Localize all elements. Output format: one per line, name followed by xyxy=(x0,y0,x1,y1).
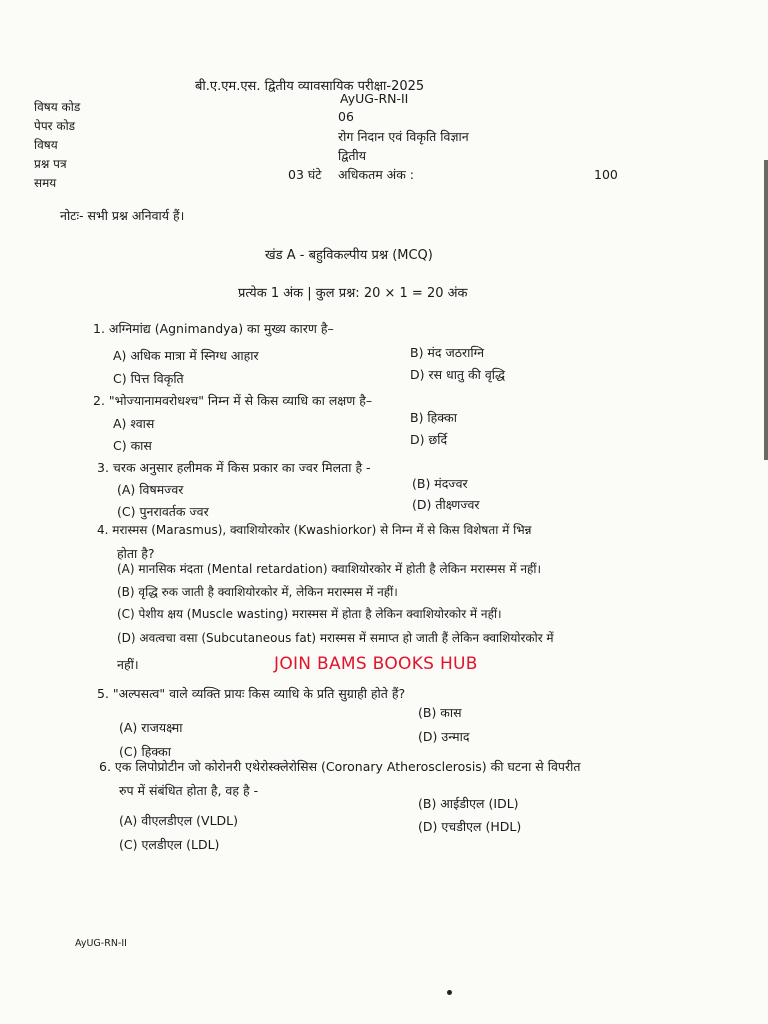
q5-option-b: (B) कास xyxy=(418,705,462,720)
label-time: समय xyxy=(34,176,57,190)
q4-option-a: (A) मानसिक मंदता (Mental retardation) क्वाशियोरकोर में होती है लेकिन मरास्मस में नहीं। xyxy=(117,562,542,576)
q3-option-c: (C) पुनरावर्तक ज्वर xyxy=(117,504,209,519)
q2-option-b: B) हिक्का xyxy=(410,410,457,425)
question-4-line2: होता है? xyxy=(117,546,155,561)
exam-title: बी.ए.एम.एस. द्वितीय व्यावसायिक परीक्षा-2025 xyxy=(195,79,425,94)
q5-option-a: (A) राजयक्ष्मा xyxy=(119,720,183,735)
q6-option-c: (C) एलडीएल (LDL) xyxy=(119,837,220,852)
q2-option-d: D) छर्दि xyxy=(410,432,448,447)
scan-speck xyxy=(447,990,452,995)
q4-option-d-cont: नहीं। xyxy=(117,657,139,672)
marks-line: प्रत्येक 1 अंक | कुल प्रश्न: 20 × 1 = 20 अंक xyxy=(238,286,468,301)
q4-option-b: (B) वृद्धि रुक जाती है क्वाशियोरकोर में, लेकिन मरास्मस में नहीं। xyxy=(117,585,398,599)
section-title: खंड A - बहुविकल्पीय प्रश्न (MCQ) xyxy=(265,248,433,263)
q4-option-d: (D) अवत्वचा वसा (Subcutaneous fat) मरास्मस में समाप्त हो जाती हैं लेकिन क्वाशियोरकोर में xyxy=(117,631,554,645)
q1-option-b: B) मंद जठराग्नि xyxy=(410,345,485,360)
q2-option-c: C) कास xyxy=(113,438,152,453)
paper-code-value: 06 xyxy=(338,109,354,124)
scan-edge-shadow xyxy=(764,160,768,460)
q6-option-b: (B) आईडीएल (IDL) xyxy=(418,796,519,811)
question-6-line2: रुप में संबंधित होता है, वह है - xyxy=(119,783,259,798)
q3-option-b: (B) मंदज्वर xyxy=(412,476,468,491)
question-2: 2. "भोज्यानामवरोधश्च" निम्न में से किस व्याधि का लक्षण है– xyxy=(93,393,373,408)
q3-option-a: (A) विषमज्वर xyxy=(117,482,184,497)
q4-option-c: (C) पेशीय क्षय (Muscle wasting) मरास्मस में होता है लेकिन क्वाशियोरकोर में नहीं। xyxy=(117,607,502,621)
label-paper: प्रश्न पत्र xyxy=(34,157,67,171)
duration-value: 03 घंटे xyxy=(288,167,322,182)
max-marks-value: 100 xyxy=(594,167,618,182)
watermark-text: JOIN BAMS BOOKS HUB xyxy=(274,654,478,674)
paper-value: द्वितीय xyxy=(338,148,367,163)
label-subject-code: विषय कोड xyxy=(34,100,81,114)
question-1: 1. अग्निमांद्य (Agnimandya) का मुख्य कारण है– xyxy=(93,321,334,336)
max-marks-label: अधिकतम अंक : xyxy=(338,167,414,182)
question-4-line1: 4. मरास्मस (Marasmus), क्वाशियोरकोर (Kwashiorkor) से निम्न में से किस विशेषता में भिन्न xyxy=(97,523,532,537)
q5-option-c: (C) हिक्का xyxy=(119,744,171,759)
label-paper-code: पेपर कोड xyxy=(34,119,76,133)
subject-value: रोग निदान एवं विकृति विज्ञान xyxy=(338,129,469,144)
footer-code: AyUG-RN-II xyxy=(75,938,127,949)
instruction-note: नोटः- सभी प्रश्न अनिवार्य हैं। xyxy=(60,208,185,223)
q5-option-d: (D) उन्माद xyxy=(418,729,470,744)
q3-option-d: (D) तीक्ष्णज्वर xyxy=(412,497,480,512)
question-5: 5. "अल्पसत्व" वाले व्यक्ति प्रायः किस व्याधि के प्रति सुग्राही होते हैं? xyxy=(97,686,406,701)
label-subject: विषय xyxy=(34,138,58,152)
q6-option-a: (A) वीएलडीएल (VLDL) xyxy=(119,813,238,828)
q1-option-c: C) पित्त विकृति xyxy=(113,371,184,386)
subject-code-value: AyUG-RN-II xyxy=(340,91,409,106)
q1-option-a: A) अधिक मात्रा में स्निग्ध आहार xyxy=(113,348,259,363)
q2-option-a: A) श्वास xyxy=(113,416,155,431)
q1-option-d: D) रस धातु की वृद्धि xyxy=(410,367,506,382)
q6-option-d: (D) एचडीएल (HDL) xyxy=(418,819,522,834)
question-3: 3. चरक अनुसार हलीमक में किस प्रकार का ज्वर मिलता है - xyxy=(97,460,371,475)
question-6-line1: 6. एक लिपोप्रोटीन जो कोरोनरी एथेरोस्क्लेरोसिस (Coronary Atherosclerosis) की घटना से विपरीत xyxy=(99,759,581,774)
